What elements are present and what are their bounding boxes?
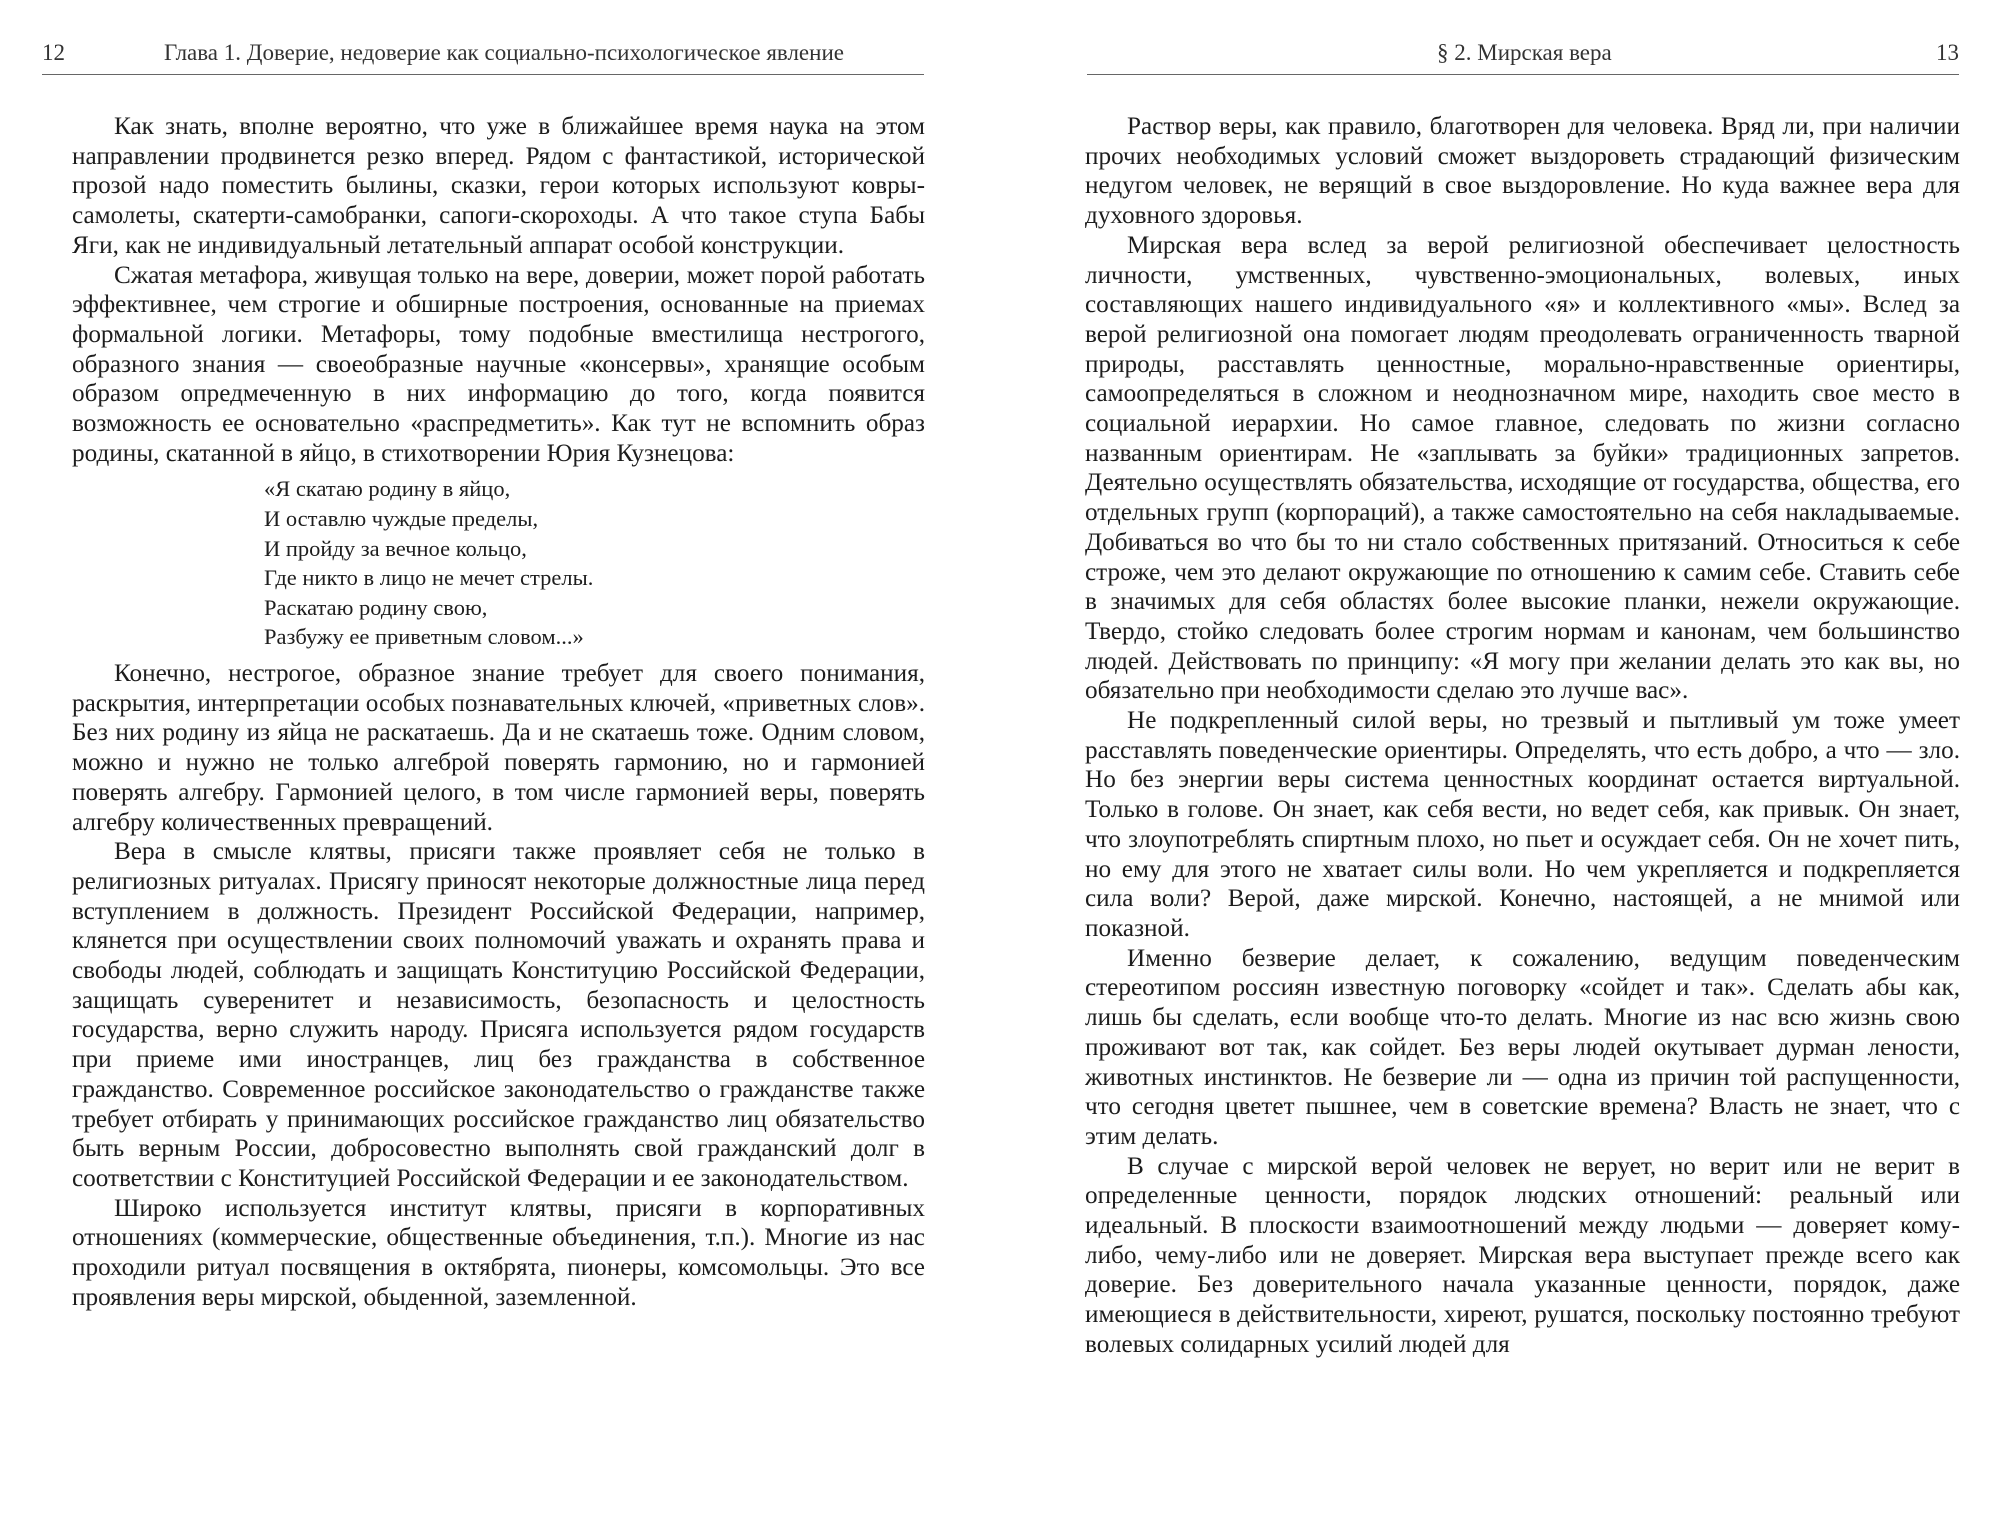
- left-running-head: Глава 1. Доверие, недоверие как социально-психологическое явление: [164, 40, 844, 65]
- right-page-body: [1085, 112, 1960, 1360]
- paragraph: Мирская вера вслед за верой религиозной обеспечивает целостность личности, умственных, чувственно-эмоциональных, волевых, иных составляющих нашего индивидуального «я» и коллективного «мы». Вслед за верой религиозной она помогает людям преодолевать ограниченность тварной природы, расставлять ценностные, морально-нравственные ориентиры, самоопределяться в сложном и неоднозначном мире, находить свое место в социальной иерархии. Но самое главное, следовать по жизни согласно названным ориентирам. Не «заплывать за буйки» традиционных запретов. Деятельно осуществлять обязательства, исходящие от государства, общества, его отдельных групп (корпораций), а также самостоятельно на себя накладываемые. Добиваться во что бы то ни стало собственных притязаний. Относиться к себе строже, чем это делают окружающие по отношению к самим себе. Ставить себе в значимых для себя областях более высокие планки, нежели окружающие. Твердо, стойко следовать более строгим нормам и канонам, чем большинство людей. Действовать по принципу: «Я могу при желании делать это как вы, но обязательно при необходимости сделаю это лучше вас».: [1085, 231, 1960, 705]
- paragraph: Раствор веры, как правило, благотворен для человека. Вряд ли, при наличии прочих необходимых условий сможет выздороветь страдающий физическим недугом человек, не верящий в свое выздоровление. Но куда важнее вера для духовного здоровья.: [1085, 113, 1960, 230]
- left-header-rule: [42, 74, 924, 75]
- right-page-number: 13: [1936, 40, 1959, 65]
- right-running-head: § 2. Мирская вера: [1437, 40, 1612, 65]
- paragraph: Как знать, вполне вероятно, что уже в ближайшее время наука на этом направлении продвинется резко вперед. Рядом с фантастикой, исторической прозой надо поместить былины, сказки, герои которых используют ковры-самолеты, скатерти-самобранки, сапоги-скороходы. А что такое ступа Бабы Яги, как не индивидуальный летательный аппарат особой конструкции.: [72, 113, 925, 259]
- right-header-rule: [1087, 74, 1959, 75]
- paragraph: Конечно, нестрогое, образное знание требует для своего понимания, раскрытия, интерпретации особых познавательных ключей, «приветных слов». Без них родину из яйца не раскатаешь. Да и не скатаешь тоже. Одним словом, можно и нужно не только алгеброй поверять гармонию, но и гармонией поверять алгебру. Гармонией целого, в том числе гармонией веры, поверять алгебру количественных превращений.: [72, 660, 925, 836]
- left-page-body: [72, 112, 925, 1312]
- paragraph: Вера в смысле клятвы, присяги также проявляет себя не только в религиозных ритуалах. Присягу приносят некоторые должностные лица перед вступлением в должность. Президент Российской Федерации, например, клянется при осуществлении своих полномочий уважать и охранять права и свободы людей, соблюдать и защищать Конституцию Российской Федерации, защищать суверенитет и независимость, безопасность и целостность государства, верно служить народу. Присяга используется рядом государств при приеме ими иностранцев, лиц без гражданства в собственное гражданство. Современное российское законодательство о гражданстве также требует отбирать у принимающих российское гражданство лиц обязательство быть верным России, добросовестно выполнять свой гражданский долг в соответствии с Конституцией Российской Федерации и ее законодательством.: [72, 838, 925, 1192]
- left-page-header: [42, 40, 924, 76]
- poem-line: И пройду за вечное кольцо,: [264, 535, 527, 561]
- right-page-header: [1087, 40, 1959, 76]
- poem-line: Где никто в лицо не мечет стрелы.: [264, 565, 594, 591]
- paragraph: Широко используется институт клятвы, присяги в корпоративных отношениях (коммерческие, общественные объединения, т.п.). Многие из нас проходили ритуал посвящения в октябрята, пионеры, комсомольцы. Это все проявления веры мирской, обыденной, заземленной.: [72, 1194, 925, 1311]
- poem-line: Разбужу ее приветным словом...»: [264, 624, 584, 650]
- poem-line: И оставлю чуждые пределы,: [264, 506, 539, 532]
- right-page: [1000, 0, 2000, 1528]
- paragraph: Не подкрепленный силой веры, но трезвый и пытливый ум тоже умеет расставлять поведенческие ориентиры. Определять, что есть добро, а что — зло. Но без энергии веры система ценностных координат остается виртуальной. Только в голове. Он знает, как себя вести, но ведет себя, как привык. Он знает, что злоупотреблять спиртным плохо, но пьет и осуждает себя. Он не хочет пить, но ему для этого не хватает силы воли. Но чем укрепляется и подкрепляется сила воли? Верой, даже мирской. Конечно, настоящей, а не мнимой или показной.: [1085, 707, 1960, 942]
- poem-line: Раскатаю родину свою,: [264, 594, 488, 620]
- poem-line: «Я скатаю родину в яйцо,: [264, 476, 511, 502]
- poem-quote: [264, 474, 925, 652]
- paragraph: Именно безверие делает, к сожалению, ведущим поведенческим стереотипом россиян известную поговорку «сойдет и так». Сделать абы как, лишь бы сделать, если вообще что-то делать. Многие из нас всю жизнь свою проживают вот так, как сойдет. Без веры людей окутывает дурман лености, животных инстинктов. Не безверие ли — одна из причин той распущенности, что сегодня цветет пышнее, чем в советские времена? Власть не знает, что с этим делать.: [1085, 944, 1960, 1150]
- left-page-number: 12: [42, 40, 65, 65]
- paragraph: Сжатая метафора, живущая только на вере, доверии, может порой работать эффективнее, чем строгие и обширные построения, основанные на приемах формальной логики. Метафоры, тому подобные вместилища нестрогого, образного знания — своеобразные научные «консервы», хранящие особым образом опредмеченную в них информацию до того, когда появится возможность ее основательно «распредметить». Как тут не вспомнить образ родины, скатанной в яйцо, в стихотворении Юрия Кузнецова:: [72, 261, 925, 467]
- paragraph: В случае с мирской верой человек не верует, но верит или не верит в определенные ценности, порядок людских отношений: реальный или идеальный. В плоскости взаимоотношений между людьми — доверяет кому-либо, чему-либо или не доверяет. Мирская вера выступает прежде всего как доверие. Без доверительного начала указанные ценности, порядок, даже имеющиеся в действительности, хиреют, рушатся, поскольку постоянно требуют волевых солидарных усилий людей для: [1085, 1152, 1960, 1358]
